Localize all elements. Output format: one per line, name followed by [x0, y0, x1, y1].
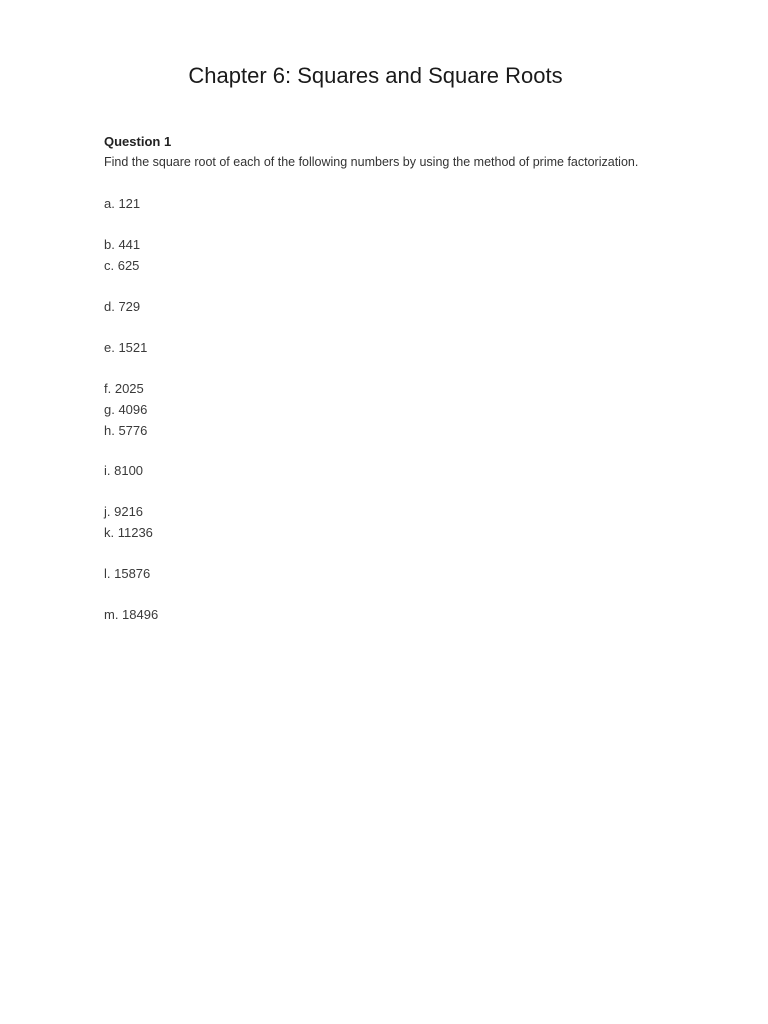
- question-text: Find the square root of each of the following numbers by using the method of prime factorization.: [104, 155, 639, 169]
- list-item: f. 2025: [104, 381, 144, 396]
- list-item: m. 18496: [104, 607, 159, 622]
- list-item: k. 11236: [104, 525, 153, 540]
- list-item: j. 9216: [104, 504, 144, 519]
- list-item: b. 441: [104, 237, 141, 252]
- list-item: c. 625: [104, 258, 140, 273]
- list-item: g. 4096: [104, 402, 148, 417]
- list-item: e. 1521: [104, 340, 148, 355]
- list-item: a. 121: [104, 196, 141, 211]
- list-item: i. 8100: [104, 463, 144, 478]
- page-title: Chapter 6: Squares and Square Roots: [188, 63, 563, 88]
- list-item: l. 15876: [104, 566, 151, 581]
- list-item: d. 729: [104, 299, 141, 314]
- list-item: h. 5776: [104, 423, 148, 438]
- question-heading: Question 1: [104, 134, 172, 149]
